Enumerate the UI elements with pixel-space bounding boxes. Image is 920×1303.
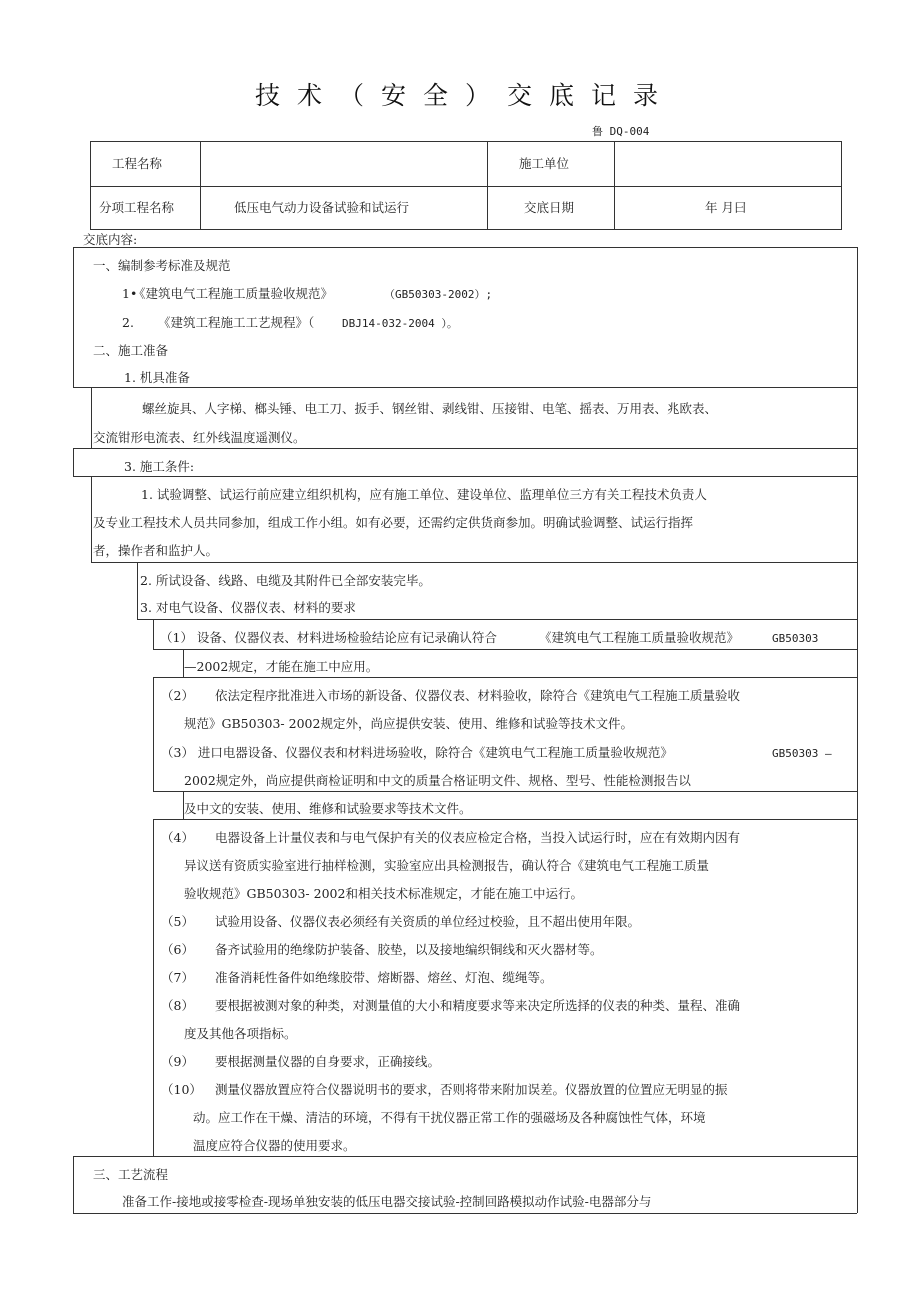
standard-1-code: （GB50303-2002）;: [384, 288, 493, 301]
requirement-4-number: （4）: [161, 830, 194, 845]
requirement-4-line-1: 电器设备上计量仪表和与电气保护有关的仪表应检定合格，当投入试运行时，应在有效期内因有: [215, 830, 741, 845]
frame-line: [73, 448, 857, 449]
requirement-3-line-3: 及中文的安装、使用、维修和试验要求等技术文件。: [184, 801, 472, 816]
header-col-divider: [487, 141, 488, 230]
frame-line: [73, 1156, 857, 1157]
header-col-divider: [614, 141, 615, 230]
standard-1-name: 《建筑电气工程施工质量验收规范》: [133, 286, 334, 301]
requirement-8-line-2: 度及其他各项指标。: [184, 1026, 297, 1041]
standard-2-code: DBJ14-032-2004 ）。: [342, 317, 458, 330]
frame-line: [73, 387, 857, 388]
frame-line: [153, 819, 154, 1156]
requirement-5-number: （5）: [161, 914, 194, 929]
requirement-1-line-1: （1） 设备、仪器仪表、材料进场检验结论应有记录确认符合: [160, 630, 497, 645]
condition-1-line-2: 及专业工程技术人员共同参加，组成工作小组。如有必要，还需约定供货商参加。明确试验调整、试运行指挥: [93, 515, 694, 530]
standard-1-prefix: 1•: [122, 286, 138, 301]
frame-line: [137, 562, 138, 619]
requirement-9-text: 要根据测量仪器的自身要求，正确接线。: [215, 1054, 441, 1069]
requirement-2-number: （2）: [161, 688, 194, 703]
requirement-4-line-3: 验收规范》GB50303- 2002和相关技术标准规定，才能在施工中运行。: [184, 886, 583, 901]
frame-line: [73, 1156, 74, 1213]
frame-line: [857, 1156, 858, 1213]
frame-line: [73, 247, 74, 387]
document-code: 鲁 DQ-004: [592, 125, 650, 138]
header-col-divider: [200, 141, 201, 230]
condition-1-line-1: 1. 试验调整、试运行前应建立组织机构，应有施工单位、建设单位、监理单位三方有关工程技术负责人: [141, 487, 707, 502]
requirement-6-number: （6）: [161, 942, 194, 957]
requirement-3-line-2: 2002规定外，尚应提供商检证明和中文的质量合格证明文件、规格、型号、性能检测报告以: [184, 773, 691, 788]
subproject-label: 分项工程名称: [99, 200, 175, 215]
frame-line: [73, 247, 857, 248]
construction-unit-label: 施工单位: [519, 156, 570, 171]
standard-2-name: 《建筑工程施工工艺规程》（: [158, 315, 315, 330]
requirement-4-line-2: 异议送有资质实验室进行抽样检测，实验室应出具检测报告，确认符合《建筑电气工程施工质量: [184, 858, 710, 873]
requirement-3-line-1: （3） 进口电器设备、仪器仪表和材料进场验收，除符合《建筑电气工程施工质量验收规范》: [161, 745, 673, 760]
process-flow-line-1: 准备工作-接地或接零检查-现场单独安装的低压电器交接试验-控制回路模拟动作试验-电器部分与: [122, 1194, 652, 1209]
section2-heading: 二、施工准备: [93, 343, 169, 358]
standard-2-prefix: 2.: [122, 315, 134, 330]
requirement-3-code: GB50303 —: [772, 747, 832, 760]
page-title: 技术（安全）交底记录: [254, 81, 675, 110]
frame-line: [153, 649, 857, 650]
frame-line: [73, 476, 857, 477]
requirement-10-line-2: 动。应工作在干燥、清洁的环境，不得有干扰仪器正常工作的强磁场及各种腐蚀性气体，环境: [193, 1110, 706, 1125]
requirement-7-text: 准备消耗性备件如绝缘胶带、熔断器、熔丝、灯泡、缆绳等。: [215, 970, 553, 985]
frame-line: [857, 677, 858, 791]
subproject-value: 低压电气动力设备试验和试运行: [234, 200, 410, 215]
frame-line: [857, 247, 858, 387]
frame-line: [137, 619, 857, 620]
frame-line: [153, 677, 154, 791]
project-name-label: 工程名称: [112, 156, 163, 171]
requirement-10-number: （10）: [161, 1082, 202, 1097]
requirement-10-line-3: 温度应符合仪器的使用要求。: [193, 1138, 356, 1153]
frame-line: [91, 387, 92, 448]
frame-line: [73, 1213, 857, 1214]
condition-2: 2. 所试设备、线路、电缆及其附件已全部安装完毕。: [140, 573, 431, 588]
requirement-7-number: （7）: [161, 970, 194, 985]
condition-1-line-3: 者，操作者和监护人。: [93, 543, 219, 558]
conditions-heading: 3. 施工条件:: [124, 459, 195, 474]
tools-heading: 1. 机具准备: [124, 370, 190, 385]
frame-line: [91, 562, 857, 563]
frame-line: [153, 819, 857, 820]
frame-line: [857, 562, 858, 619]
frame-line: [91, 476, 92, 562]
frame-line: [153, 677, 857, 678]
frame-line: [857, 649, 858, 677]
header-row-divider: [90, 186, 842, 187]
frame-line: [857, 791, 858, 819]
tools-line-1: 螺丝旋具、人字梯、榔头锤、电工刀、扳手、钢丝钳、剥线钳、压接钳、电笔、摇表、万用表、兆欧表、: [142, 401, 718, 416]
requirement-2-line-1: 依法定程序批准进入市场的新设备、仪器仪表、材料验收，除符合《建筑电气工程施工质量验收: [215, 688, 741, 703]
section3-heading: 三、工艺流程: [93, 1167, 169, 1182]
requirement-1-line-2: —2002规定，才能在施工中应用。: [184, 659, 379, 674]
frame-line: [857, 819, 858, 1156]
requirement-5-text: 试验用设备、仪器仪表必须经有关资质的单位经过校验，且不超出使用年限。: [215, 914, 641, 929]
frame-line: [857, 619, 858, 649]
requirement-1-code: GB50303: [772, 632, 819, 645]
requirement-2-line-2: 规范》GB50303- 2002规定外，尚应提供安装、使用、维修和试验等技术文件。: [184, 716, 633, 731]
frame-line: [153, 619, 154, 649]
frame-line: [857, 448, 858, 562]
frame-line: [73, 448, 74, 476]
tools-line-2: 交流钳形电流表、红外线温度遥测仪。: [93, 430, 306, 445]
condition-3: 3. 对电气设备、仪器仪表、材料的要求: [140, 600, 356, 615]
requirement-8-line-1: 要根据被测对象的种类，对测量值的大小和精度要求等来决定所选择的仪表的种类、量程、准确: [215, 998, 741, 1013]
requirement-6-text: 备齐试验用的绝缘防护装备、胶垫，以及接地编织铜线和灭火器材等。: [215, 942, 603, 957]
frame-line: [857, 387, 858, 448]
requirement-10-line-1: 测量仪器放置应符合仪器说明书的要求，否则将带来附加误差。仪器放置的位置应无明显的振: [215, 1082, 728, 1097]
frame-line: [153, 791, 857, 792]
requirement-1-standard: 《建筑电气工程施工质量验收规范》: [539, 630, 740, 645]
section1-heading: 一、编制参考标准及规范: [93, 258, 231, 273]
content-label: 交底内容:: [83, 232, 138, 247]
date-value: 年 月曰: [705, 200, 747, 215]
requirement-9-number: （9）: [161, 1054, 194, 1069]
date-label: 交底日期: [524, 200, 575, 215]
requirement-8-number: （8）: [161, 998, 194, 1013]
